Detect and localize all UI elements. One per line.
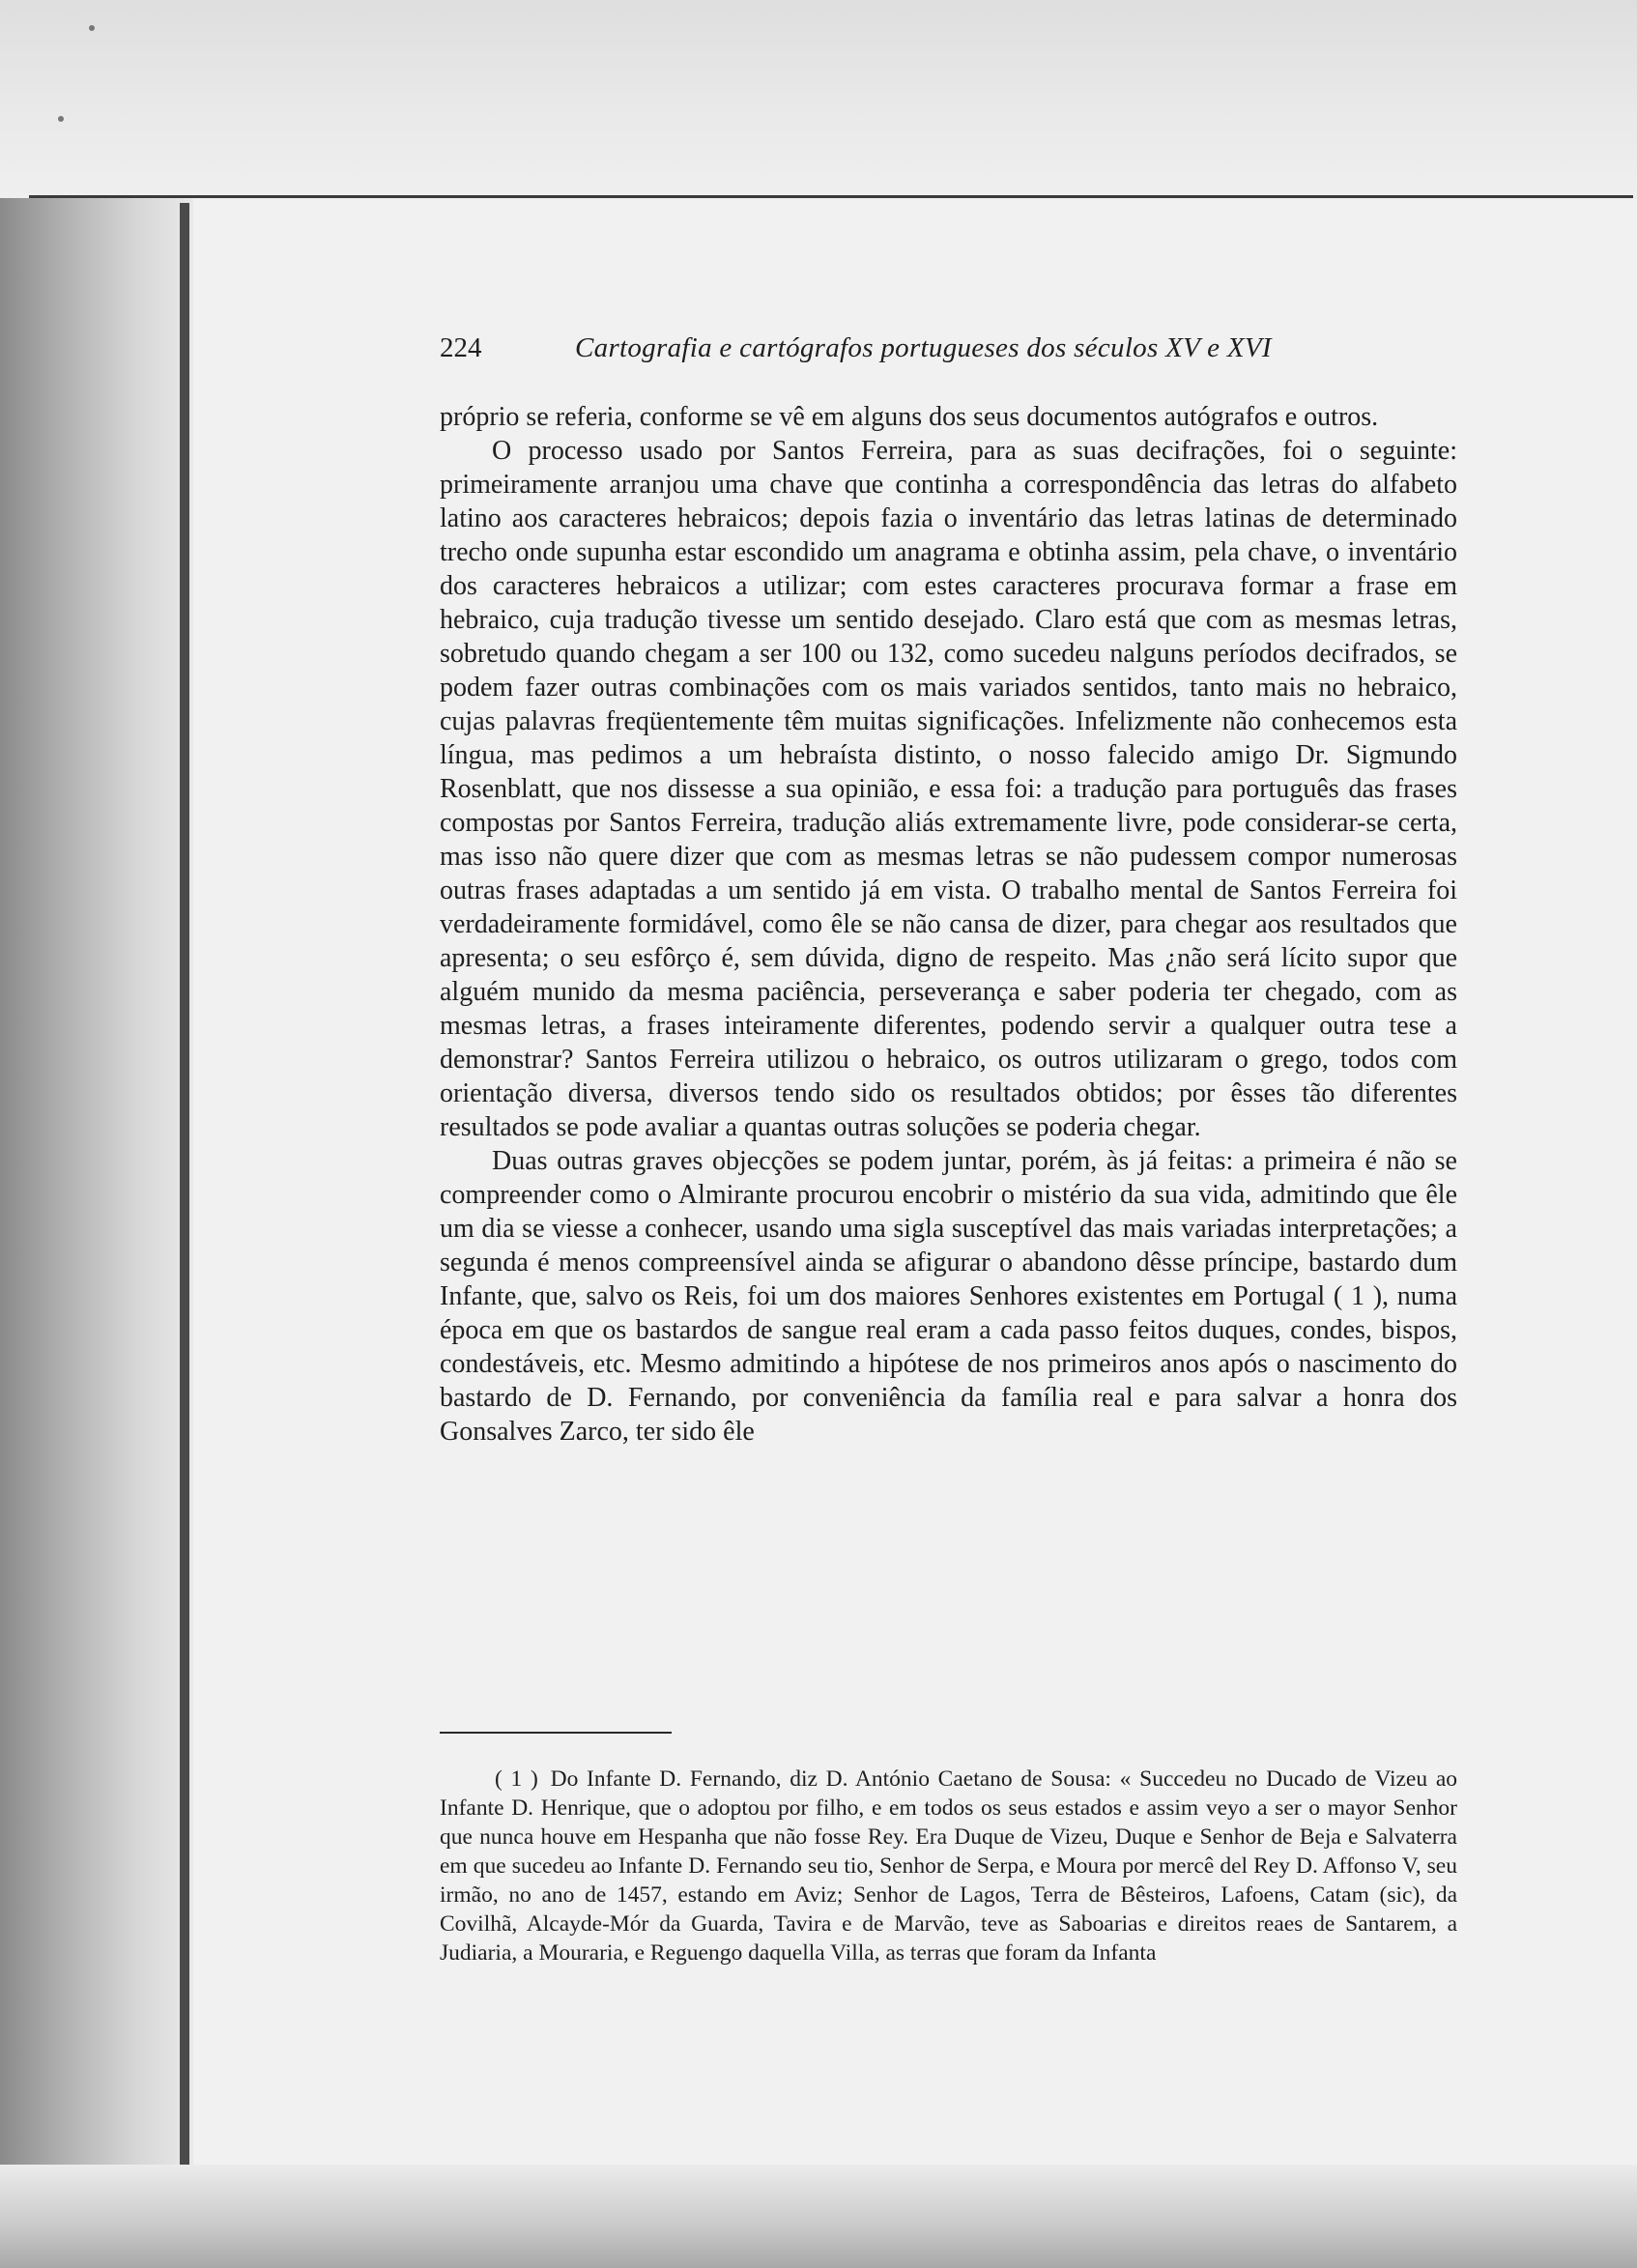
body-text [440, 400, 1457, 1449]
footnote-marker: ( 1 ) [495, 1766, 538, 1792]
book-spine-shadow [0, 198, 193, 2268]
page-header [440, 329, 1348, 367]
scan-speck [58, 116, 64, 122]
page-top-edge [29, 195, 1633, 198]
footnote-text: Do Infante D. Fernando, diz D. António Caetano de Sousa: « Succedeu no Ducado de Vizeu ao Infante D. Henrique, que o adoptou por filho, e em todos os seus estados e assim veyo a ser o mayor Senhor que nunca houve em Hespanha que não fosse Rey. Era Duque de Vizeu, Duque e Senhor de Beja e Salvaterra em que sucedeu ao Infante D. Fernando seu tio, Senhor de Serpa, e Moura por mercê del Rey D. Affonso V, seu irmão, no ano de 1457, estando em Aviz; Senhor de Lagos, Terra de Bêsteiros, Lafoens, Catam (sic), da Covilhã, Alcayde-Mór da Guarda, Tavira e de Marvão, teve as Saboarias e direitos reaes de Santarem, a Judiaria, a Mouraria, e Reguengo daquella Villa, as terras que foram da Infanta [440, 1766, 1458, 1966]
paragraph: Duas outras graves objecções se podem juntar, porém, às já feitas: a primeira é não se compreender como o Almirante procurou encobrir o mistério da sua vida, admitindo que êle um dia se viesse a conhecer, usando uma sigla susceptível das mais variadas interpretações; a segunda é menos compreensível ainda se afigurar o abandono dêsse príncipe, bastardo dum Infante, que, salvo os Reis, foi um dos maiores Senhores existentes em Portugal ( 1 ), numa época em que os bastardos de sangue real eram a cada passo feitos duques, condes, bispos, condestáveis, etc. Mesmo admitindo a hipótese de nos primeiros anos após o nascimento do bastardo de D. Fernando, por conveniência da família real e para salvar a honra dos Gonsalves Zarco, ter sido êle [440, 1146, 1457, 1447]
scan-speck [89, 25, 95, 31]
page-number: 224 [440, 332, 482, 363]
top-scan-shadow [0, 0, 1637, 198]
footnote [440, 1765, 1457, 1967]
footnote-separator [440, 1732, 672, 1734]
running-title: Cartografia e cartógrafos portugueses dos séculos XV e XVI [575, 332, 1272, 363]
page-gutter-edge [180, 203, 189, 2252]
paragraph: próprio se referia, conforme se vê em alguns dos seus documentos autógrafos e outros. [440, 402, 1379, 432]
paragraph: O processo usado por Santos Ferreira, para as suas decifrações, foi o seguinte: primeiramente arranjou uma chave que continha a correspondência das letras do alfabeto latino aos caracteres hebraicos; depois fazia o inventário das letras latinas de determinado trecho onde supunha estar escondido um anagrama e obtinha assim, pela chave, o inventário dos caracteres hebraicos a utilizar; com estes caracteres procurava formar a frase em hebraico, cuja tradução tivesse um sentido desejado. Claro está que com as mesmas letras, sobretudo quando chegam a ser 100 ou 132, como sucedeu nalguns períodos decifrados, se podem fazer outras combinações com os mais variados sentidos, tanto mais no hebraico, cujas palavras freqüentemente têm muitas significações. Infelizmente não conhecemos esta língua, mas pedimos a um hebraísta distinto, o nosso falecido amigo Dr. Sigmundo Rosenblatt, que nos dissesse a sua opinião, e essa foi: a tradução para português das frases compostas por Santos Ferreira, tradução aliás extremamente livre, pode considerar-se certa, mas isso não quere dizer que com as mesmas letras se não pudessem compor numerosas outras frases adaptadas a um sentido já em vista. O trabalho mental de Santos Ferreira foi verdadeiramente formidável, como êle se não cansa de dizer, para chegar aos resultados que apresenta; o seu esfôrço é, sem dúvida, digno de respeito. Mas ¿não será lícito supor que alguém munido da mesma paciência, perseverança e saber poderia ter chegado, com as mesmas letras, a frases inteiramente diferentes, podendo servir a qualquer outra tese a demonstrar? Santos Ferreira utilizou o hebraico, os outros utilizaram o grego, todos com orientação diversa, diversos tendo sido os resultados obtidos; por êsses tão diferentes resultados se pode avaliar a quantas outras soluções se poderia chegar. [440, 436, 1457, 1142]
bottom-scan-shadow [0, 2165, 1637, 2268]
